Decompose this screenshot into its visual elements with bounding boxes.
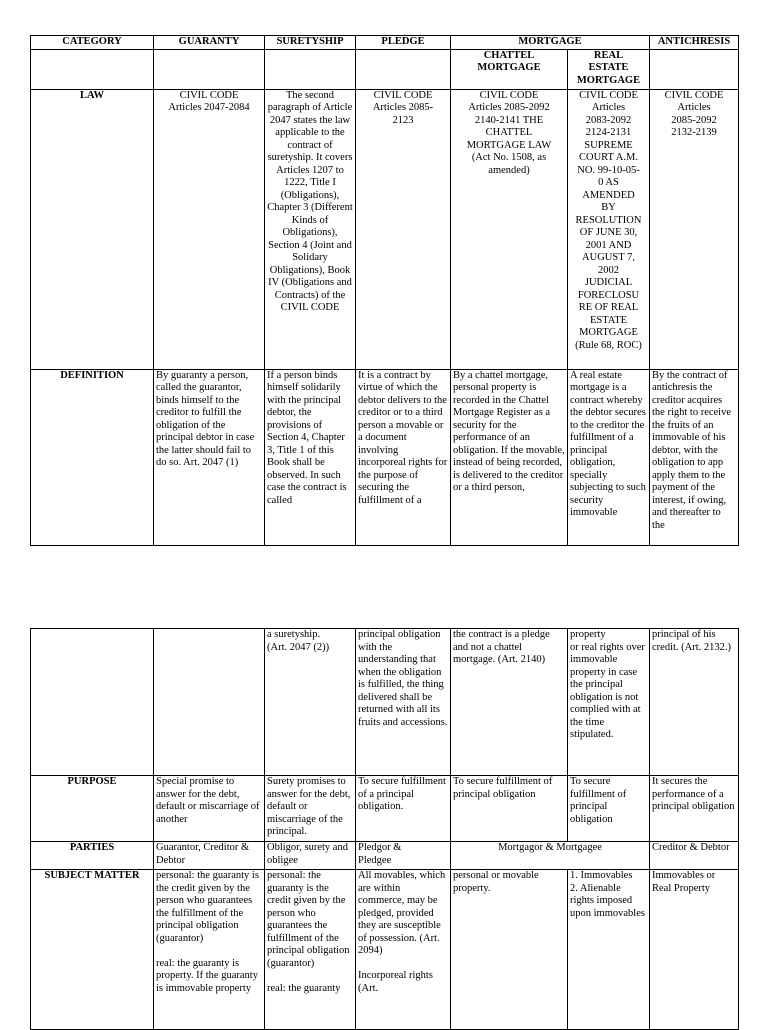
parties-guaranty: Guarantor, Creditor & Debtor bbox=[154, 842, 265, 870]
subject-matter-antichresis: Immovables or Real Property bbox=[652, 870, 716, 894]
definition-pledge: It is a contract by virtue of which the debtor delivers to the creditor or to a third person a movable or a document involving incorporeal rights for the purpose of securing the fulfillment of a bbox=[358, 369, 448, 506]
subject-matter-real-estate-mortgage: 1. Immovables 2. Alienable rights imposed upon immovables bbox=[570, 870, 645, 919]
definition-real-estate-mortgage: A real estate mortgage is a contract whereby the debtor secures to the creditor the fulfillment of a principal obligation, specially subjecting to such security immovable bbox=[570, 369, 646, 518]
definition-guaranty: By guaranty a person, called the guarantor, binds himself to the creditor to fulfill the obligation of the principal debtor in case the latter should fail to do so. Art. 2047 (1) bbox=[156, 369, 255, 468]
law-pledge: CIVIL CODE Articles 2085- 2123 bbox=[356, 89, 451, 369]
header-antichresis: ANTICHRESIS bbox=[650, 36, 739, 50]
subject-matter-chattel-mortgage: personal or movable property. bbox=[453, 870, 539, 894]
header-real-estate-mortgage: REAL ESTATE MORTGAGE bbox=[568, 49, 650, 89]
purpose-pledge: To secure fulfillment of a principal obligation. bbox=[356, 776, 451, 842]
header-chattel-mortgage: CHATTEL MORTGAGE bbox=[451, 49, 568, 89]
subject-matter-suretyship: personal: the guaranty is the credit given by the person who guarantees the fulfillment of the principal obligation (guarantor) real: the guaranty bbox=[267, 870, 350, 994]
header-pledge: PLEDGE bbox=[356, 36, 451, 50]
law-guaranty: CIVIL CODE Articles 2047-2084 bbox=[154, 89, 265, 369]
comparison-table-part-1 bbox=[30, 35, 739, 546]
law-real-estate-mortgage: CIVIL CODE Articles 2083-2092 2124-2131 SUPREME COURT A.M. NO. 99-10-05- 0 AS AMENDED BY RESOLUTION OF JUNE 30, 2001 AND AUGUST 7, 2002 JUDICIAL FORECLOSU RE OF REAL ESTATE MORTGAGE (Rule 68, ROC) bbox=[568, 89, 650, 369]
header-suretyship: SURETYSHIP bbox=[265, 36, 356, 50]
law-suretyship: The second paragraph of Article 2047 states the law applicable to the contract of suretyship. It covers Articles 1207 to 1222, Title I (Obligations), Chapter 3 (Different Kinds of Obligations), Section 4 (Joint and Solidary Obligations), Book IV (Obligations and Contracts) of the CIVIL CODE bbox=[265, 89, 356, 369]
parties-suretyship: Obligor, surety and obligee bbox=[265, 842, 356, 870]
subject-matter-guaranty: personal: the guaranty is the credit given by the person who guarantees the fulfillment of the principal obligation (guarantor) real: the guaranty is property. If the guaranty is immovable property bbox=[156, 870, 259, 994]
definition-cont-chattel-mortgage: the contract is a pledge and not a chattel mortgage. (Art. 2140) bbox=[451, 629, 568, 776]
row-label-purpose: PURPOSE bbox=[31, 776, 154, 842]
purpose-real-estate-mortgage: To secure fulfillment of principal obligation bbox=[568, 776, 650, 842]
purpose-chattel-mortgage: To secure fulfillment of principal obligation bbox=[451, 776, 568, 842]
purpose-antichresis: It secures the performance of a principal obligation bbox=[650, 776, 739, 842]
definition-cont-pledge: principal obligation with the understanding that when the obligation is fulfilled, the thing delivered shall be returned with all its fruits and accessions. bbox=[356, 629, 451, 776]
purpose-guaranty: Special promise to answer for the debt, default or miscarriage of another bbox=[154, 776, 265, 842]
definition-chattel-mortgage: By a chattel mortgage, personal property is recorded in the Chattel Mortgage Register as a security for the performance of an obligation. If the movable, instead of being recorded, is delivered to the creditor or a third person, bbox=[453, 369, 565, 493]
subject-matter-pledge: All movables, which are within commerce, may be pledged, provided they are susceptible of possession. (Art. 2094) Incorporeal rights (Art. bbox=[358, 870, 446, 994]
row-label-law: LAW bbox=[31, 89, 154, 369]
definition-antichresis: By the contract of antichresis the creditor acquires the right to receive the fruits of an immovable of his debtor, with the obligation to app apply them to the payment of the interest, if owing, and thereafter to the bbox=[652, 369, 732, 531]
row-label-parties: PARTIES bbox=[31, 842, 154, 870]
definition-suretyship: If a person binds himself solidarily with the principal debtor, the provisions of Section 4, Chapter 3, Title 1 of this Book shall be observed. In such case the contract is called bbox=[267, 369, 347, 506]
definition-cont-real-estate-mortgage: property or real rights over immovable property in case the principal obligation is not complied with at the time stipulated. bbox=[568, 629, 650, 776]
parties-antichresis: Creditor & Debtor bbox=[650, 842, 739, 870]
definition-cont-antichresis: principal of his credit. (Art. 2132.) bbox=[650, 629, 739, 776]
definition-cont-suretyship: a suretyship. (Art. 2047 (2)) bbox=[265, 629, 356, 776]
purpose-suretyship: Surety promises to answer for the debt, default or miscarriage of the principal. bbox=[265, 776, 356, 842]
row-label-subject-matter: SUBJECT MATTER bbox=[31, 870, 154, 1030]
parties-mortgage: Mortgagor & Mortgagee bbox=[451, 842, 650, 870]
header-category: CATEGORY bbox=[31, 36, 154, 50]
law-chattel-mortgage: CIVIL CODE Articles 2085-2092 2140-2141 THE CHATTEL MORTGAGE LAW (Act No. 1508, as amended) bbox=[451, 89, 568, 369]
row-label-definition: DEFINITION bbox=[31, 369, 154, 545]
header-guaranty: GUARANTY bbox=[154, 36, 265, 50]
header-mortgage: MORTGAGE bbox=[451, 36, 650, 50]
comparison-table-part-2 bbox=[30, 628, 739, 1030]
parties-pledge: Pledgor & Pledgee bbox=[356, 842, 451, 870]
law-antichresis: CIVIL CODE Articles 2085-2092 2132-2139 bbox=[650, 89, 739, 369]
